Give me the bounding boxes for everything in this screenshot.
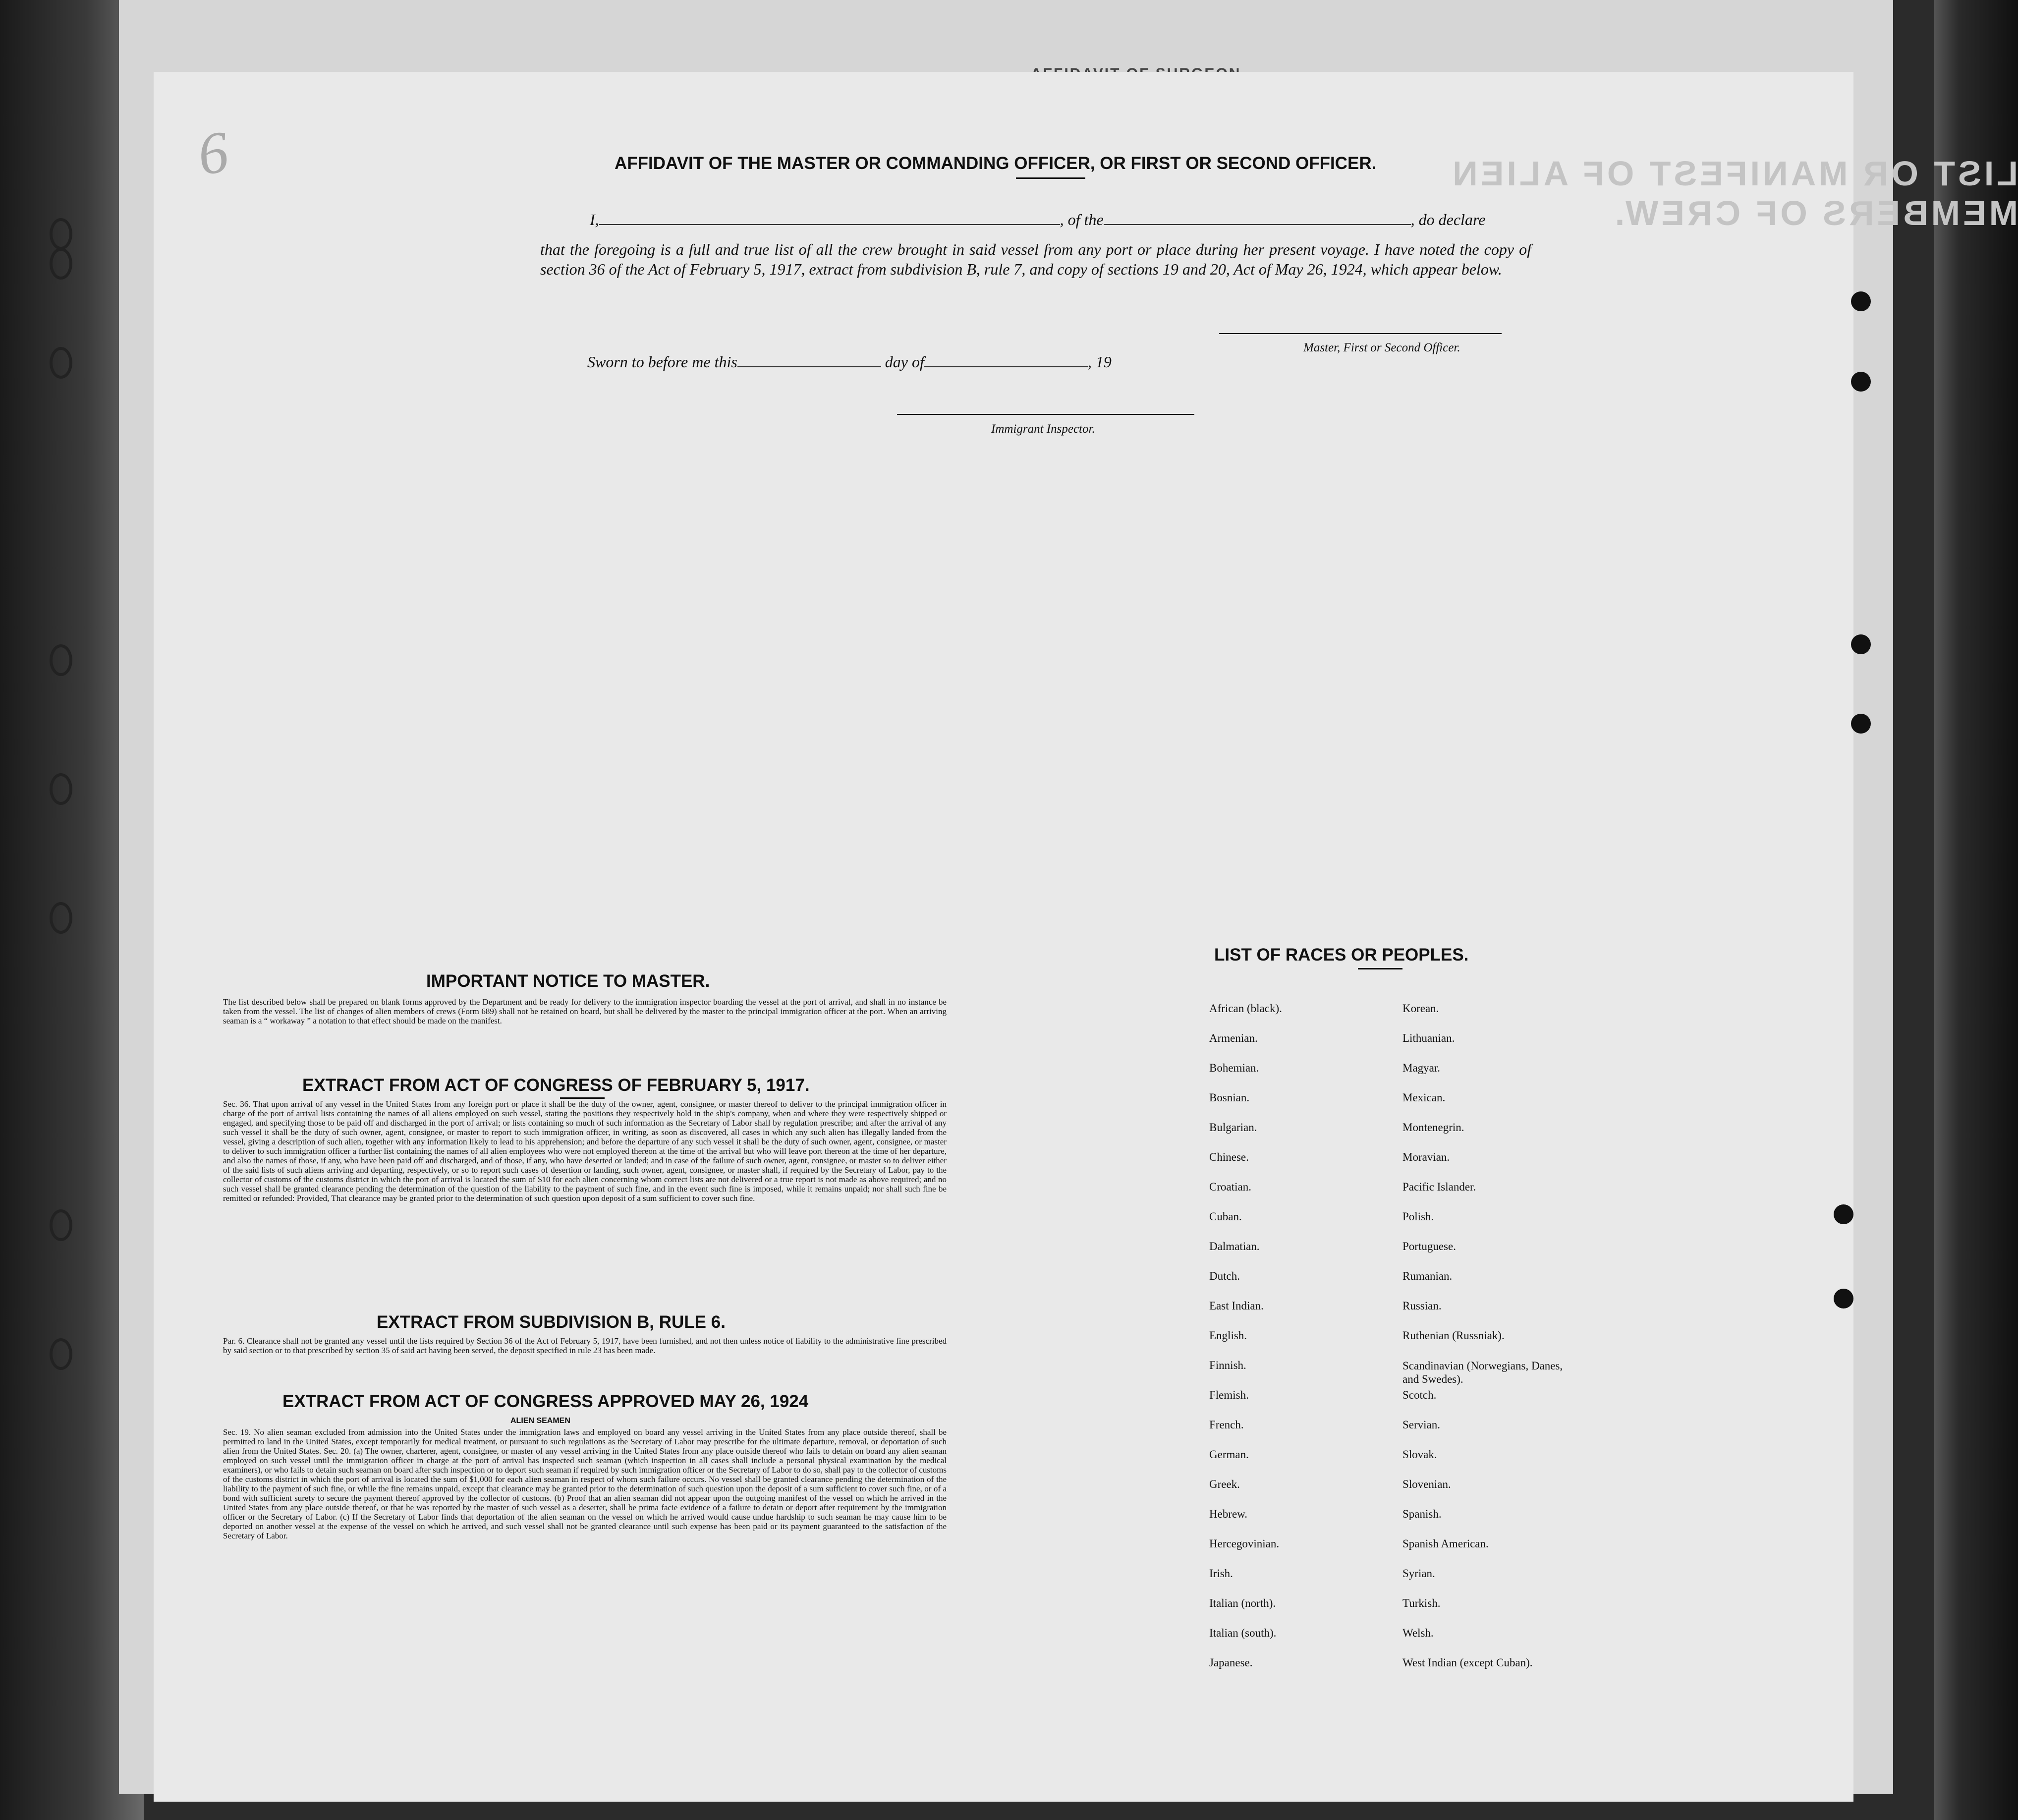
- name-blank[interactable]: [599, 224, 1060, 225]
- race-item: Rumanian.: [1402, 1270, 1453, 1282]
- race-item: Hercegovinian.: [1209, 1537, 1280, 1550]
- race-item: Armenian.: [1209, 1032, 1258, 1044]
- race-item: Slovak.: [1402, 1448, 1437, 1461]
- important-notice-text: The list described below shall be prepared on blank forms approved by the Department and be ready for delivery to the immigration inspector boarding the vessel at the port of arrival, and shall in no instance be taken from the vessel. The list of changes of alien members of crews (Form 689) shall not be retained on board, but shall be delivered by the master to the principal immigration officer at the port. When an arriving seaman is a “ workaway ” a notation to that effect should be made on the manifest.: [223, 997, 947, 1025]
- extract-1917-heading: EXTRACT FROM ACT OF CONGRESS OF FEBRUARY 5, 1917.: [302, 1076, 810, 1095]
- punch-hole: [1834, 1289, 1853, 1308]
- of-the-label: , of the: [1060, 211, 1104, 228]
- race-item: Spanish American.: [1402, 1537, 1489, 1550]
- race-item: Flemish.: [1209, 1389, 1249, 1401]
- race-item: Irish.: [1209, 1567, 1233, 1580]
- binding-ring: [50, 1209, 72, 1241]
- sworn-line: [587, 353, 1112, 371]
- punch-hole: [1851, 372, 1871, 392]
- day-of-label: day of: [885, 353, 924, 371]
- race-item: Turkish.: [1402, 1597, 1441, 1609]
- race-item: Mexican.: [1402, 1091, 1446, 1104]
- binding-ring: [50, 248, 72, 280]
- punch-hole: [1851, 291, 1871, 311]
- races-heading: LIST OF RACES OR PEOPLES.: [1214, 945, 1469, 965]
- binding-ring: [50, 1338, 72, 1370]
- race-item: Spanish.: [1402, 1508, 1442, 1520]
- scan-edge-right: [1934, 0, 2018, 1820]
- title-underline: [1016, 177, 1085, 179]
- binding-ring: [50, 347, 72, 379]
- race-item: Finnish.: [1209, 1359, 1246, 1371]
- signature-line[interactable]: [1219, 333, 1502, 334]
- binding-ring: [50, 773, 72, 805]
- heading-underline: [560, 1097, 605, 1099]
- race-item: Montenegrin.: [1402, 1121, 1464, 1134]
- race-item: Ruthenian (Russniak).: [1402, 1329, 1505, 1342]
- race-item: Bulgarian.: [1209, 1121, 1257, 1134]
- binding-ring: [50, 902, 72, 934]
- race-item: African (black).: [1209, 1002, 1282, 1015]
- inspector-label: Immigrant Inspector.: [991, 422, 1095, 436]
- race-item: Dutch.: [1209, 1270, 1240, 1282]
- race-item: English.: [1209, 1329, 1247, 1342]
- race-item: West Indian (except Cuban).: [1402, 1656, 1533, 1669]
- heading-underline: [1358, 968, 1402, 969]
- race-item: Bohemian.: [1209, 1062, 1259, 1074]
- race-item: Dalmatian.: [1209, 1240, 1260, 1252]
- binding-ring: [50, 644, 72, 676]
- race-item: Korean.: [1402, 1002, 1439, 1015]
- bleed-through-title: LIST OR MANIFEST OF ALIEN MEMBERS OF CREW.: [1450, 154, 2018, 232]
- extract-rule6-heading: EXTRACT FROM SUBDIVISION B, RULE 6.: [377, 1312, 726, 1332]
- day-blank[interactable]: [737, 366, 881, 367]
- race-item: Italian (north).: [1209, 1597, 1276, 1609]
- important-notice-heading: IMPORTANT NOTICE TO MASTER.: [426, 971, 710, 991]
- affidavit-declaration-line: [590, 211, 1485, 229]
- race-item: Portuguese.: [1402, 1240, 1456, 1252]
- extract-1917-text: Sec. 36. That upon arrival of any vessel in the United States from any foreign port or place it shall be the duty of the owner, agent, consignee, or master thereof to deliver to the principal immigration officer in charge of the port of arrival lists containing the names of all aliens employed on such vessel, stating the positions they respectively hold in the ship's company, when and where they were respectively shipped or engaged, and specifying those to be paid off and discharged in the port of arrival; or lists containing so much of such information as the Secretary of Labor shall by regulation prescribe; and after the arrival of any such vessel it shall be the duty of such owner, agent, consignee, or master to report to such immigration officer, in writing, as soon as discovered, all cases in which any such alien has illegally landed from the vessel, giving a description of such alien, together with any information likely to lead to his apprehension; and before the departure of any such vessel it shall be the duty of such owner, agent, consignee, or master to deliver to such immigration officer a further list containing the names of all alien employees who were not employed thereon at the time of the arrival but who will leave port thereon at the time of her departure, and also the names of those, if any, who have been paid off and discharged, and of those, if any, who have deserted or landed; and in case of the failure of such owner, agent, consignee, or master so to deliver either of the said lists of such aliens arriving and departing, respectively, or so to report such cases of desertion or landing, such owner, agent, consignee, or master shall, if required by the Secretary of Labor, pay to the collector of customs of the customs district in which the port of arrival is located the sum of $10 for each alien concerning whom correct lists are not delivered or a true report is not made as above required; and no such vessel shall be granted clearance pending the determination of the question of the liability to the payment of such fine, and in the event such fine is imposed, while it remains unpaid; nor shall such fine be remitted or refunded: Provided, That clearance may be granted prior to the determination of such question upon deposit of a sum sufficient to cover such fine.: [223, 1099, 947, 1203]
- punch-hole: [1851, 714, 1871, 734]
- race-item: Servian.: [1402, 1419, 1441, 1431]
- race-item: Croatian.: [1209, 1181, 1251, 1193]
- inspector-line[interactable]: [897, 414, 1194, 415]
- race-item: Chinese.: [1209, 1151, 1249, 1163]
- race-item: Moravian.: [1402, 1151, 1450, 1163]
- vessel-blank[interactable]: [1104, 224, 1411, 225]
- race-item: Syrian.: [1402, 1567, 1435, 1580]
- race-item: Pacific Islander.: [1402, 1181, 1476, 1193]
- extract-1924-heading: EXTRACT FROM ACT OF CONGRESS APPROVED MAY 26, 1924: [282, 1392, 809, 1411]
- i-label: I,: [590, 211, 599, 228]
- binding-ring: [50, 218, 72, 250]
- race-item: Scotch.: [1402, 1389, 1437, 1401]
- race-item: Lithuanian.: [1402, 1032, 1455, 1044]
- year-label: , 19: [1087, 353, 1112, 371]
- race-item: German.: [1209, 1448, 1249, 1461]
- race-item: Slovenian.: [1402, 1478, 1451, 1490]
- race-item: Hebrew.: [1209, 1508, 1248, 1520]
- race-item: Japanese.: [1209, 1656, 1253, 1669]
- race-item: Italian (south).: [1209, 1627, 1277, 1639]
- punch-hole: [1851, 634, 1871, 654]
- race-item: Bosnian.: [1209, 1091, 1250, 1104]
- race-item: Welsh.: [1402, 1627, 1434, 1639]
- affidavit-body: that the foregoing is a full and true list of all the crew brought in said vessel from any port or place during her present voyage. I have noted the copy of section 36 of the Act of February 5, 1917, extract from subdivision B, rule 7, and copy of sections 19 and 20, Act of May 26, 1924, which appear below.: [540, 240, 1531, 278]
- handwritten-page-number: 6: [193, 118, 232, 188]
- race-item: Scandinavian (Norwegians, Danes, and Swedes).: [1402, 1360, 1563, 1385]
- extract-rule6-text: Par. 6. Clearance shall not be granted any vessel until the lists required by Section 36 of the Act of February 5, 1917, have been furnished, and not then unless notice of liability to the administrative fine prescribed by said section or to that prescribed by section 35 of said act having been served, the deposit specified in rule 23 has been made.: [223, 1336, 947, 1355]
- race-item: Greek.: [1209, 1478, 1240, 1490]
- race-item: Cuban.: [1209, 1210, 1242, 1223]
- race-item: French.: [1209, 1419, 1244, 1431]
- race-item: Magyar.: [1402, 1062, 1441, 1074]
- signature-label: Master, First or Second Officer.: [1303, 341, 1460, 354]
- do-declare-label: , do declare: [1410, 211, 1486, 228]
- affidavit-title: AFFIDAVIT OF THE MASTER OR COMMANDING OFFICER, OR FIRST OR SECOND OFFICER.: [615, 154, 1377, 173]
- race-item: Polish.: [1402, 1210, 1434, 1223]
- alien-seamen-subheading: ALIEN SEAMEN: [510, 1417, 570, 1425]
- punch-hole: [1834, 1204, 1853, 1224]
- race-item: Russian.: [1402, 1300, 1442, 1312]
- extract-1924-text: Sec. 19. No alien seaman excluded from admission into the United States under the immigration laws and employed on board any vessel arriving in the United States from any place outside thereof, shall be permitted to land in the United States, except temporarily for medical treatment, or pursuant to such regulations as the Secretary of Labor may prescribe for the ultimate departure, removal, or deportation of such alien from the United States. Sec. 20. (a) The owner, charterer, agent, consignee, or master of any vessel arriving in the United States from any place outside thereof who fails to detain on board any alien seaman employed on such vessel until the immigration officer in charge at the port of arrival has inspected such seaman (which inspection in all cases shall include a personal physical examination by the medical examiners), or who fails to detain such seaman on board after such inspection or to deport such seaman if required by such immigration officer or the Secretary of Labor to do so, shall pay to the collector of customs of the customs district in which the port of arrival is located the sum of $1,000 for each alien seaman in respect of whom such failure occurs. No vessel shall be granted clearance pending the determination of the liability to the payment of such fine, or while the fine remains unpaid, except that clearance may be granted prior to the determination of such question upon the deposit of a sum sufficient to cover such fine, or of a bond with sufficient surety to secure the payment thereof approved by the collector of customs. (b) Proof that an alien seaman did not appear upon the outgoing manifest of the vessel on which he arrived in the United States from any place outside thereof, or that he was reported by the master of such vessel as a deserter, shall be prima facie evidence of a failure to detain or deport after requirement by the immigration officer or the Secretary of Labor. (c) If the Secretary of Labor finds that deportation of the alien seaman on the vessel on which he arrived would cause undue hardship to such seaman he may cause him to be deported on another vessel at the expense of the vessel on which he arrived, and such vessel shall not be granted clearance until such expense has been paid or its payment guaranteed to the satisfaction of the Secretary of Labor.: [223, 1427, 947, 1540]
- form-page: [154, 72, 1853, 1802]
- race-item: East Indian.: [1209, 1300, 1264, 1312]
- month-blank[interactable]: [924, 366, 1088, 367]
- sworn-label: Sworn to before me this: [587, 353, 737, 371]
